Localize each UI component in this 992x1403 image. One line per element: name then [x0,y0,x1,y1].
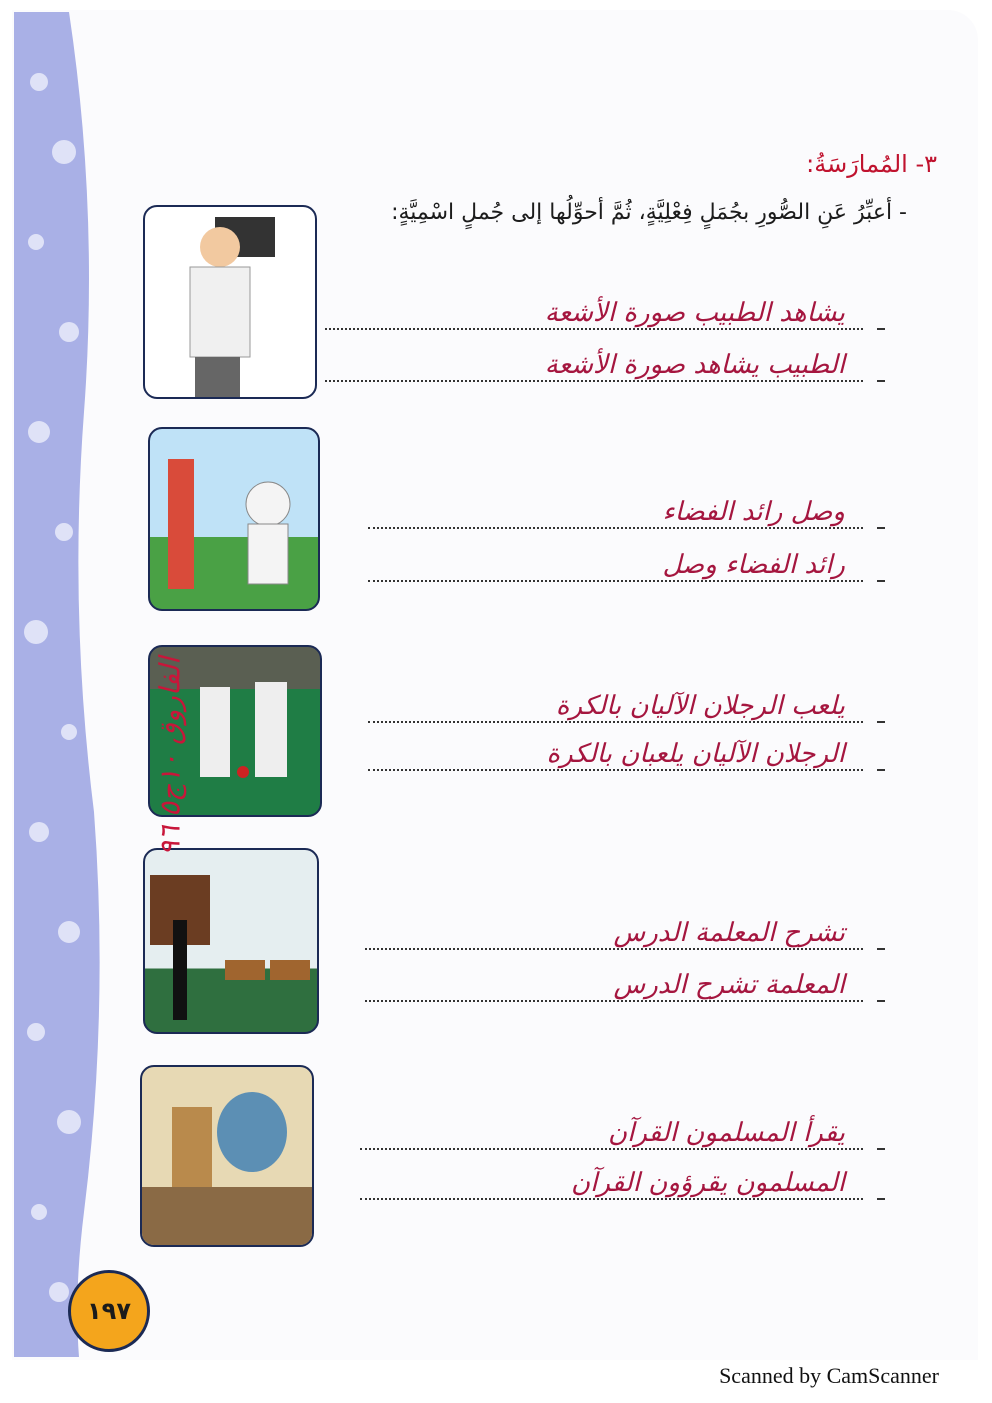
handwritten-answer: رائد الفضاء وصل [662,550,845,580]
answer-line-verbal-1[interactable] [325,298,885,334]
handwritten-answer: يلعب الرجلان الآليان بالكرة [555,691,845,721]
handwritten-answer: يقرأ المسلمون القرآن [608,1118,845,1148]
answer-line-nominal-2[interactable] [368,550,885,586]
answer-line-verbal-5[interactable] [360,1118,885,1154]
handwritten-answer: الرجلان الآليان يلعبان بالكرة [546,739,845,769]
answer-line-verbal-3[interactable] [368,691,885,727]
exercise-instruction: - أعبِّرُ عَنِ الصُّورِ بجُمَلٍ فِعْلِيَّةٍ، ثُمَّ أحوِّلُها إلى جُملٍ اسْمِيَّةٍ: [391,200,907,225]
handwritten-answer: المعلمة تشرح الدرس [613,970,845,1000]
answer-line-nominal-5[interactable] [360,1168,885,1204]
handwritten-answer: المسلمون يقرؤون القرآن [571,1168,845,1198]
scanner-footer: Scanned by CamScanner [719,1363,939,1388]
decorative-side-strip [14,12,104,1357]
exercise-heading: ٣- المُمارَسَةُ: [806,150,937,178]
answer-line-nominal-3[interactable] [368,739,885,775]
page-number-badge: ١٩٧ [68,1270,150,1352]
handwritten-answer: يشاهد الطبيب صورة الأشعة [544,298,845,328]
handwritten-answer: الطبيب يشاهد صورة الأشعة [544,350,845,380]
handwritten-answer: وصل رائد الفضاء [662,497,845,527]
handwritten-answer: تشرح المعلمة الدرس [613,918,845,948]
answer-line-verbal-2[interactable] [368,497,885,533]
mosque-reading-picture [140,1065,314,1247]
answer-line-nominal-1[interactable] [325,350,885,386]
answer-line-verbal-4[interactable] [365,918,885,954]
exercise-instruction-box [330,200,907,234]
answer-line-nominal-4[interactable] [365,970,885,1006]
doctor-xray-picture [143,205,317,399]
handwritten-margin-note: الفاروق ١٠ج٥ ٩٦ [153,657,187,856]
